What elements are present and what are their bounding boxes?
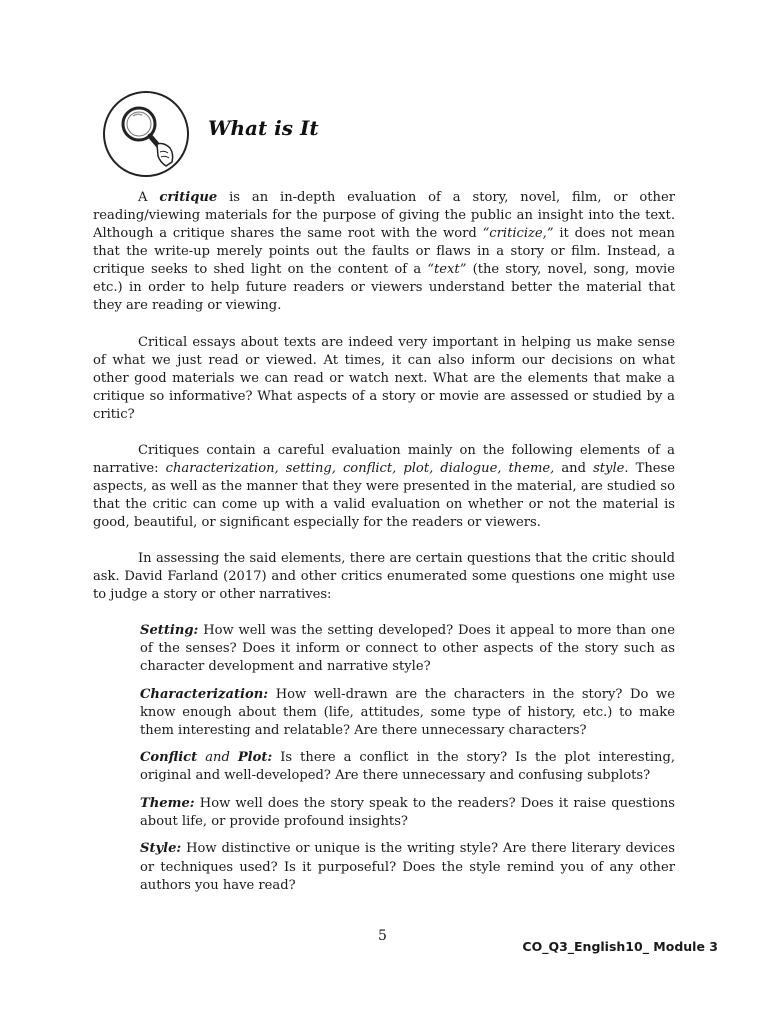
paragraph-assessing — [93, 550, 675, 604]
question-label: Style: — [140, 841, 182, 857]
question-list — [140, 622, 675, 904]
elements-list: characterization, setting, conflict, plot, dialogue, theme, — [165, 461, 555, 477]
page-number: 5 — [378, 928, 387, 944]
question-label: Conflict — [140, 750, 198, 766]
question-label: Setting: — [140, 623, 199, 638]
question-text: How well does the story speak to the readers? Does it raise questions about life, or provide profound insights? — [140, 795, 675, 829]
text-span: (the story, novel, song, movie etc.) in order to help future readers or viewers understand better the material that they are reading or viewing. — [93, 262, 675, 314]
question-style — [140, 840, 675, 894]
paragraph-critical-essays — [93, 334, 675, 424]
question-conflict-plot — [140, 749, 675, 785]
question-text: How well-drawn are the characters in the story? Do we know enough about them (life, attitudes, some type of history, etc.) to make them interesting and relatable? Are there unnecessary characters? — [140, 686, 675, 738]
section-heading: What is It — [208, 116, 319, 140]
text-span: Critiques contain a careful evaluation mainly on the following elements of a narrative: — [93, 443, 675, 477]
question-text: How distinctive or unique is the writing style? Are there literary devices or techniques used? Is it purposeful? Does the style remind you of any other authors you have read? — [140, 841, 675, 893]
text-span: it does not mean that the write-up merely points out the faults or flaws in a story or film. Instead, a critique seeks to shed light on the content of a — [93, 226, 675, 278]
question-text: Is there a conflict in the story? Is the plot interesting, original and well-developed? Are there unnecessary and confusing subplots? — [140, 750, 675, 784]
term-critique: critique — [159, 190, 218, 205]
text-span: and — [554, 461, 594, 477]
question-label: Plot: — [237, 750, 273, 766]
paragraph-text: In assessing the said elements, there are certain questions that the critic should ask. David Farland (2017) and other critics enumerated some questions one might use to judge a story or other narratives: — [93, 551, 675, 603]
question-theme — [140, 795, 675, 831]
text-span: is an in-depth evaluation of a story, novel, film, or other reading/viewing materials for the purpose of giving the public an insight into the text. Although a critique shares the same root with the word — [93, 190, 675, 242]
term-criticize: “criticize,” — [482, 226, 554, 242]
question-characterization — [140, 686, 675, 740]
question-label: Theme: — [140, 795, 195, 811]
paragraph-text: Critical essays about texts are indeed very important in helping us make sense of what we just read or viewed. At times, it can also inform our decisions on what other good materials we can read or watch next. What are the elements that make a critique so informative? What aspects of a story or movie are assessed or studied by a critic? — [93, 335, 675, 423]
question-setting — [140, 622, 675, 676]
module-footer: CO_Q3_English10_ Module 3 — [522, 939, 718, 954]
term-text: “text” — [427, 262, 467, 278]
question-text: How well was the setting developed? Does it appeal to more than one of the senses? Does it inform or connect to other aspects of the story such as character development and narrative style? — [140, 623, 675, 675]
question-label-joiner: and — [197, 750, 238, 766]
question-label: Characterization: — [140, 686, 269, 702]
text-span: A — [138, 190, 160, 205]
paragraph-elements — [93, 442, 675, 532]
text-span: . These aspects, as well as the manner that they were presented in the material, are studied so that the critic can come up with a valid evaluation on whether or not the material is good, beautiful, or significant especially for the readers or viewers. — [93, 461, 675, 531]
term-style: style — [593, 461, 625, 477]
paragraph-critique-definition — [93, 189, 675, 315]
magnifying-glass-icon — [102, 90, 190, 178]
